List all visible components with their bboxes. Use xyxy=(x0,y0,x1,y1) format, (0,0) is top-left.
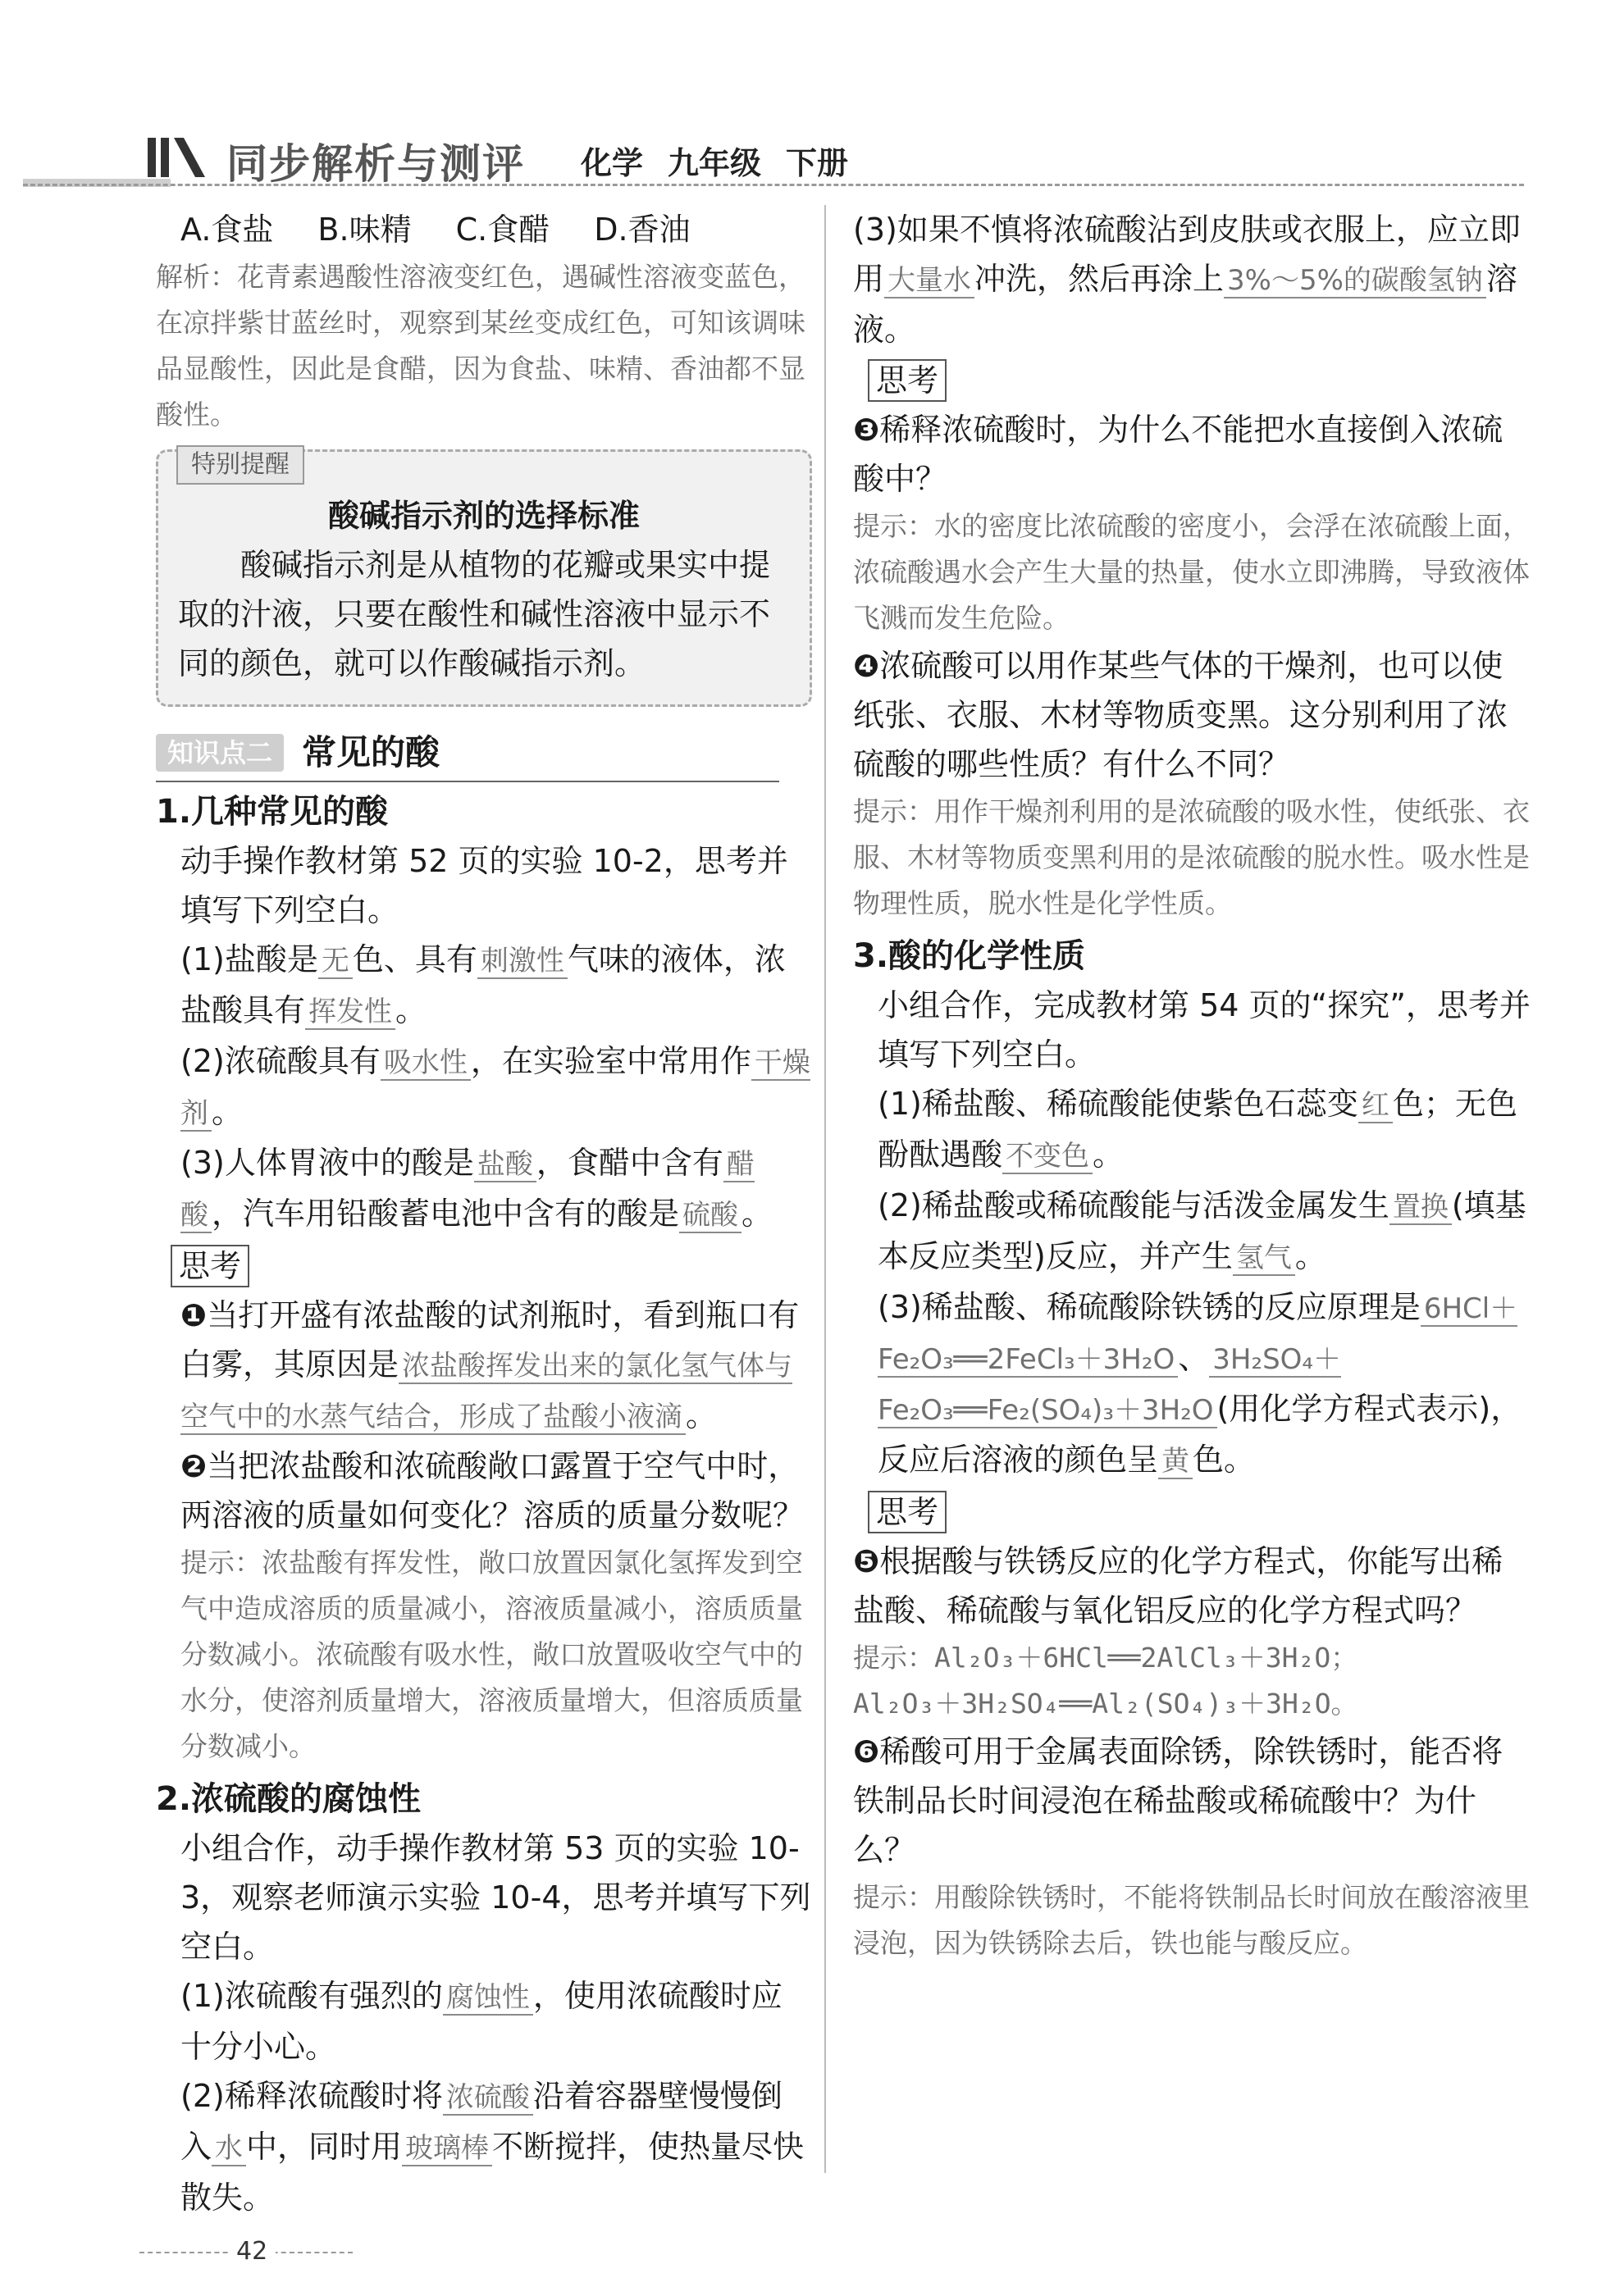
analysis-text: 解析：花青素遇酸性溶液变红色，遇碱性溶液变蓝色，在凉拌紫甘蓝丝时，观察到某丝变成红色，可知该调味品显酸性，因此是食醋，因为食盐、味精、香油都不显酸性。 xyxy=(156,261,805,430)
think-question-3: ❸稀释浓硫酸时，为什么不能把水直接倒入浓硫酸中？ xyxy=(853,412,1503,497)
right-column xyxy=(853,205,1534,1966)
property-question-1: (1)稀盐酸、稀硫酸能使紫色石蕊变 红 色；无色酚酞遇酸 不变色 。 xyxy=(878,1086,1517,1173)
choice-a: A.食盐 xyxy=(180,212,274,248)
reminder-text: 酸碱指示剂是从植物的花瓣或果实中提取的汁液，只要在酸性和碱性溶液中显示不同的颜色，就可以作酸碱指示剂。 xyxy=(178,547,771,681)
fill-blank: 无 xyxy=(318,945,353,979)
answer-choices xyxy=(156,205,812,254)
section-3-intro: 小组合作，完成教材第 54 页的“探究”，思考并填写下列空白。 xyxy=(878,987,1531,1073)
fill-blank: 红 xyxy=(1358,1089,1393,1123)
book-logo-icon xyxy=(146,134,212,179)
section-1-title: 1.几种常见的酸 xyxy=(156,793,389,831)
knowledge-point-title: 常见的酸 xyxy=(302,732,440,772)
knowledge-point-tag: 知识点二 xyxy=(156,734,284,772)
property-question-3: (3)稀盐酸、稀硫酸除铁锈的反应原理是 6HCl＋Fe₂O₃══2FeCl₃＋3H₂O 、 3H₂SO₄＋Fe₂O₃══Fe₂(SO₄)₃＋3H₂O (用化学方程式表示)，反应后溶液的颜色呈 黄 色。 xyxy=(878,1289,1522,1478)
fill-blank: 干燥剂 xyxy=(180,1046,810,1130)
fill-blank: 置换 xyxy=(1389,1191,1452,1225)
choice-c: C.食醋 xyxy=(455,212,550,248)
think-label: 思考 xyxy=(868,359,947,402)
knowledge-point-header xyxy=(156,728,812,777)
fill-blank: 浓盐酸挥发出来的氯化氢气体与空气中的水蒸气结合，形成了盐酸小液滴 xyxy=(180,1350,793,1433)
page-footer xyxy=(139,2237,353,2270)
fill-blank: 盐酸 xyxy=(474,1148,536,1182)
corrosion-question-2: (2)稀释浓硫酸时将 浓硫酸 沿着容器壁慢慢倒入 水 中，同时用 玻璃棒 不断搅拌，使热量尽快散失。 xyxy=(180,2078,805,2216)
page-number: 42 xyxy=(228,2237,276,2266)
page-header xyxy=(23,123,1524,189)
think-question-4: ❹浓硫酸可以用作某些气体的干燥剂，也可以使纸张、衣服、木材等物质变黑。这分别利用了浓硫酸的哪些性质？有什么不同？ xyxy=(853,648,1508,782)
column-divider xyxy=(824,205,826,2173)
fill-blank: 不变色 xyxy=(1002,1140,1093,1174)
corrosion-question-1: (1)浓硫酸有强烈的 腐蚀性 ，使用浓硫酸时应十分小心。 xyxy=(180,1978,783,2065)
fill-blank: 硫酸 xyxy=(679,1199,741,1233)
fill-blank: 6HCl＋Fe₂O₃══2FeCl₃＋3H₂O xyxy=(878,1292,1518,1376)
left-column xyxy=(156,205,812,2222)
section-1-intro: 动手操作教材第 52 页的实验 10-2，思考并填写下列空白。 xyxy=(180,843,788,928)
fill-blank: 3H₂SO₄＋Fe₂O₃══Fe₂(SO₄)₃＋3H₂O xyxy=(878,1343,1342,1427)
grade: 九年级 xyxy=(668,145,762,181)
section-2-title: 2.浓硫酸的腐蚀性 xyxy=(156,1780,422,1818)
choice-b: B.味精 xyxy=(317,212,412,248)
section-2-intro: 小组合作，动手操作教材第 53 页的实验 10-3，观察老师演示实验 10-4，思考并填写下列空白。 xyxy=(180,1830,811,1965)
question-1: (1)盐酸是 无 色、具有 刺激性 气味的液体，浓盐酸具有 挥发性 。 xyxy=(180,941,786,1028)
corrosion-question-3: (3)如果不慎将浓硫酸沾到皮肤或衣服上，应立即用 大量水 冲洗，然后再涂上 3%～5%的碳酸氢钠 溶液。 xyxy=(853,212,1521,348)
fill-blank: 氢气 xyxy=(1233,1241,1295,1276)
knowledge-point-rule xyxy=(156,781,779,782)
hint-5-line-2: Al₂O₃＋3H₂SO₄══Al₂(SO₄)₃＋3H₂O。 xyxy=(853,1688,1358,1720)
fill-blank: 黄 xyxy=(1158,1445,1193,1479)
section-3-title: 3.酸的化学性质 xyxy=(853,937,1086,975)
hint-5-line-1: 提示：Al₂O₃＋6HCl══2AlCl₃＋3H₂O； xyxy=(853,1642,1358,1674)
hint-2: 提示：浓盐酸有挥发性，敞口放置因氯化氢挥发到空气中造成溶质的质量减小，溶液质量减小，溶质质量分数减小。浓硫酸有吸水性，敞口放置吸收空气中的水分，使溶剂质量增大，溶液质量增大，但溶质质量分数减小。 xyxy=(180,1547,803,1762)
hint-3: 提示：水的密度比浓硫酸的密度小，会浮在浓硫酸上面，浓硫酸遇水会产生大量的热量，使水立即沸腾，导致液体飞溅而发生危险。 xyxy=(853,510,1530,634)
subject-name: 化学 xyxy=(581,145,644,181)
reminder-tag: 特别提醒 xyxy=(176,445,304,485)
think-question-6: ❻稀酸可用于金属表面除锈，除铁锈时，能否将铁制品长时间浸泡在稀盐酸或稀硫酸中？为什么？ xyxy=(853,1733,1503,1868)
choice-d: D.香油 xyxy=(594,212,691,248)
volume: 下册 xyxy=(786,145,849,181)
subject-info xyxy=(581,138,873,183)
question-3: (3)人体胃液中的酸是 盐酸 ，食醋中含有 醋酸 ，汽车用铅酸蓄电池中含有的酸是 硫酸 。 xyxy=(180,1145,773,1232)
header-rule xyxy=(23,184,1524,186)
question-2: (2)浓硫酸具有 吸水性 ，在实验室中常用作 干燥剂 。 xyxy=(180,1043,810,1130)
special-reminder-box xyxy=(156,449,812,707)
fill-blank: 醋酸 xyxy=(180,1148,755,1232)
fill-blank: 挥发性 xyxy=(305,995,395,1030)
fill-blank: 刺激性 xyxy=(477,945,568,979)
property-question-2: (2)稀盐酸或稀硫酸能与活泼金属发生 置换 (填基本反应类型)反应，并产生 氢气 。 xyxy=(878,1187,1526,1274)
fill-blank: 腐蚀性 xyxy=(443,1981,533,2016)
reminder-title: 酸碱指示剂的选择标准 xyxy=(327,498,640,534)
think-question-5: ❺根据酸与铁锈反应的化学方程式，你能写出稀盐酸、稀硫酸与氧化铝反应的化学方程式吗？ xyxy=(853,1543,1503,1629)
think-question-2: ❷当把浓盐酸和浓硫酸敞口露置于空气中时，两溶液的质量如何变化？溶质的质量分数呢？ xyxy=(180,1448,805,1533)
think-label: 思考 xyxy=(171,1245,249,1287)
fill-blank: 浓硫酸 xyxy=(443,2081,533,2116)
fill-blank: 玻璃棒 xyxy=(402,2132,492,2166)
think-question-1: ❶当打开盛有浓盐酸的试剂瓶时，看到瓶口有白雾，其原因是 浓盐酸挥发出来的氯化氢气体与空气中的水蒸气结合，形成了盐酸小液滴 。 xyxy=(180,1297,800,1433)
fill-blank: 大量水 xyxy=(884,264,974,298)
hint-6: 提示：用酸除铁锈时，不能将铁制品长时间放在酸溶液里浸泡，因为铁锈除去后，铁也能与酸反应。 xyxy=(853,1881,1530,1959)
fill-blank: 吸水性 xyxy=(381,1046,471,1081)
fill-blank: 3%～5%的碳酸氢钠 xyxy=(1224,264,1486,298)
series-title: 同步解析与测评 xyxy=(226,139,525,188)
think-label: 思考 xyxy=(868,1491,947,1533)
hint-4: 提示：用作干燥剂利用的是浓硫酸的吸水性，使纸张、衣服、木材等物质变黑利用的是浓硫酸的脱水性。吸水性是物理性质，脱水性是化学性质。 xyxy=(853,795,1530,919)
fill-blank: 水 xyxy=(212,2132,246,2166)
